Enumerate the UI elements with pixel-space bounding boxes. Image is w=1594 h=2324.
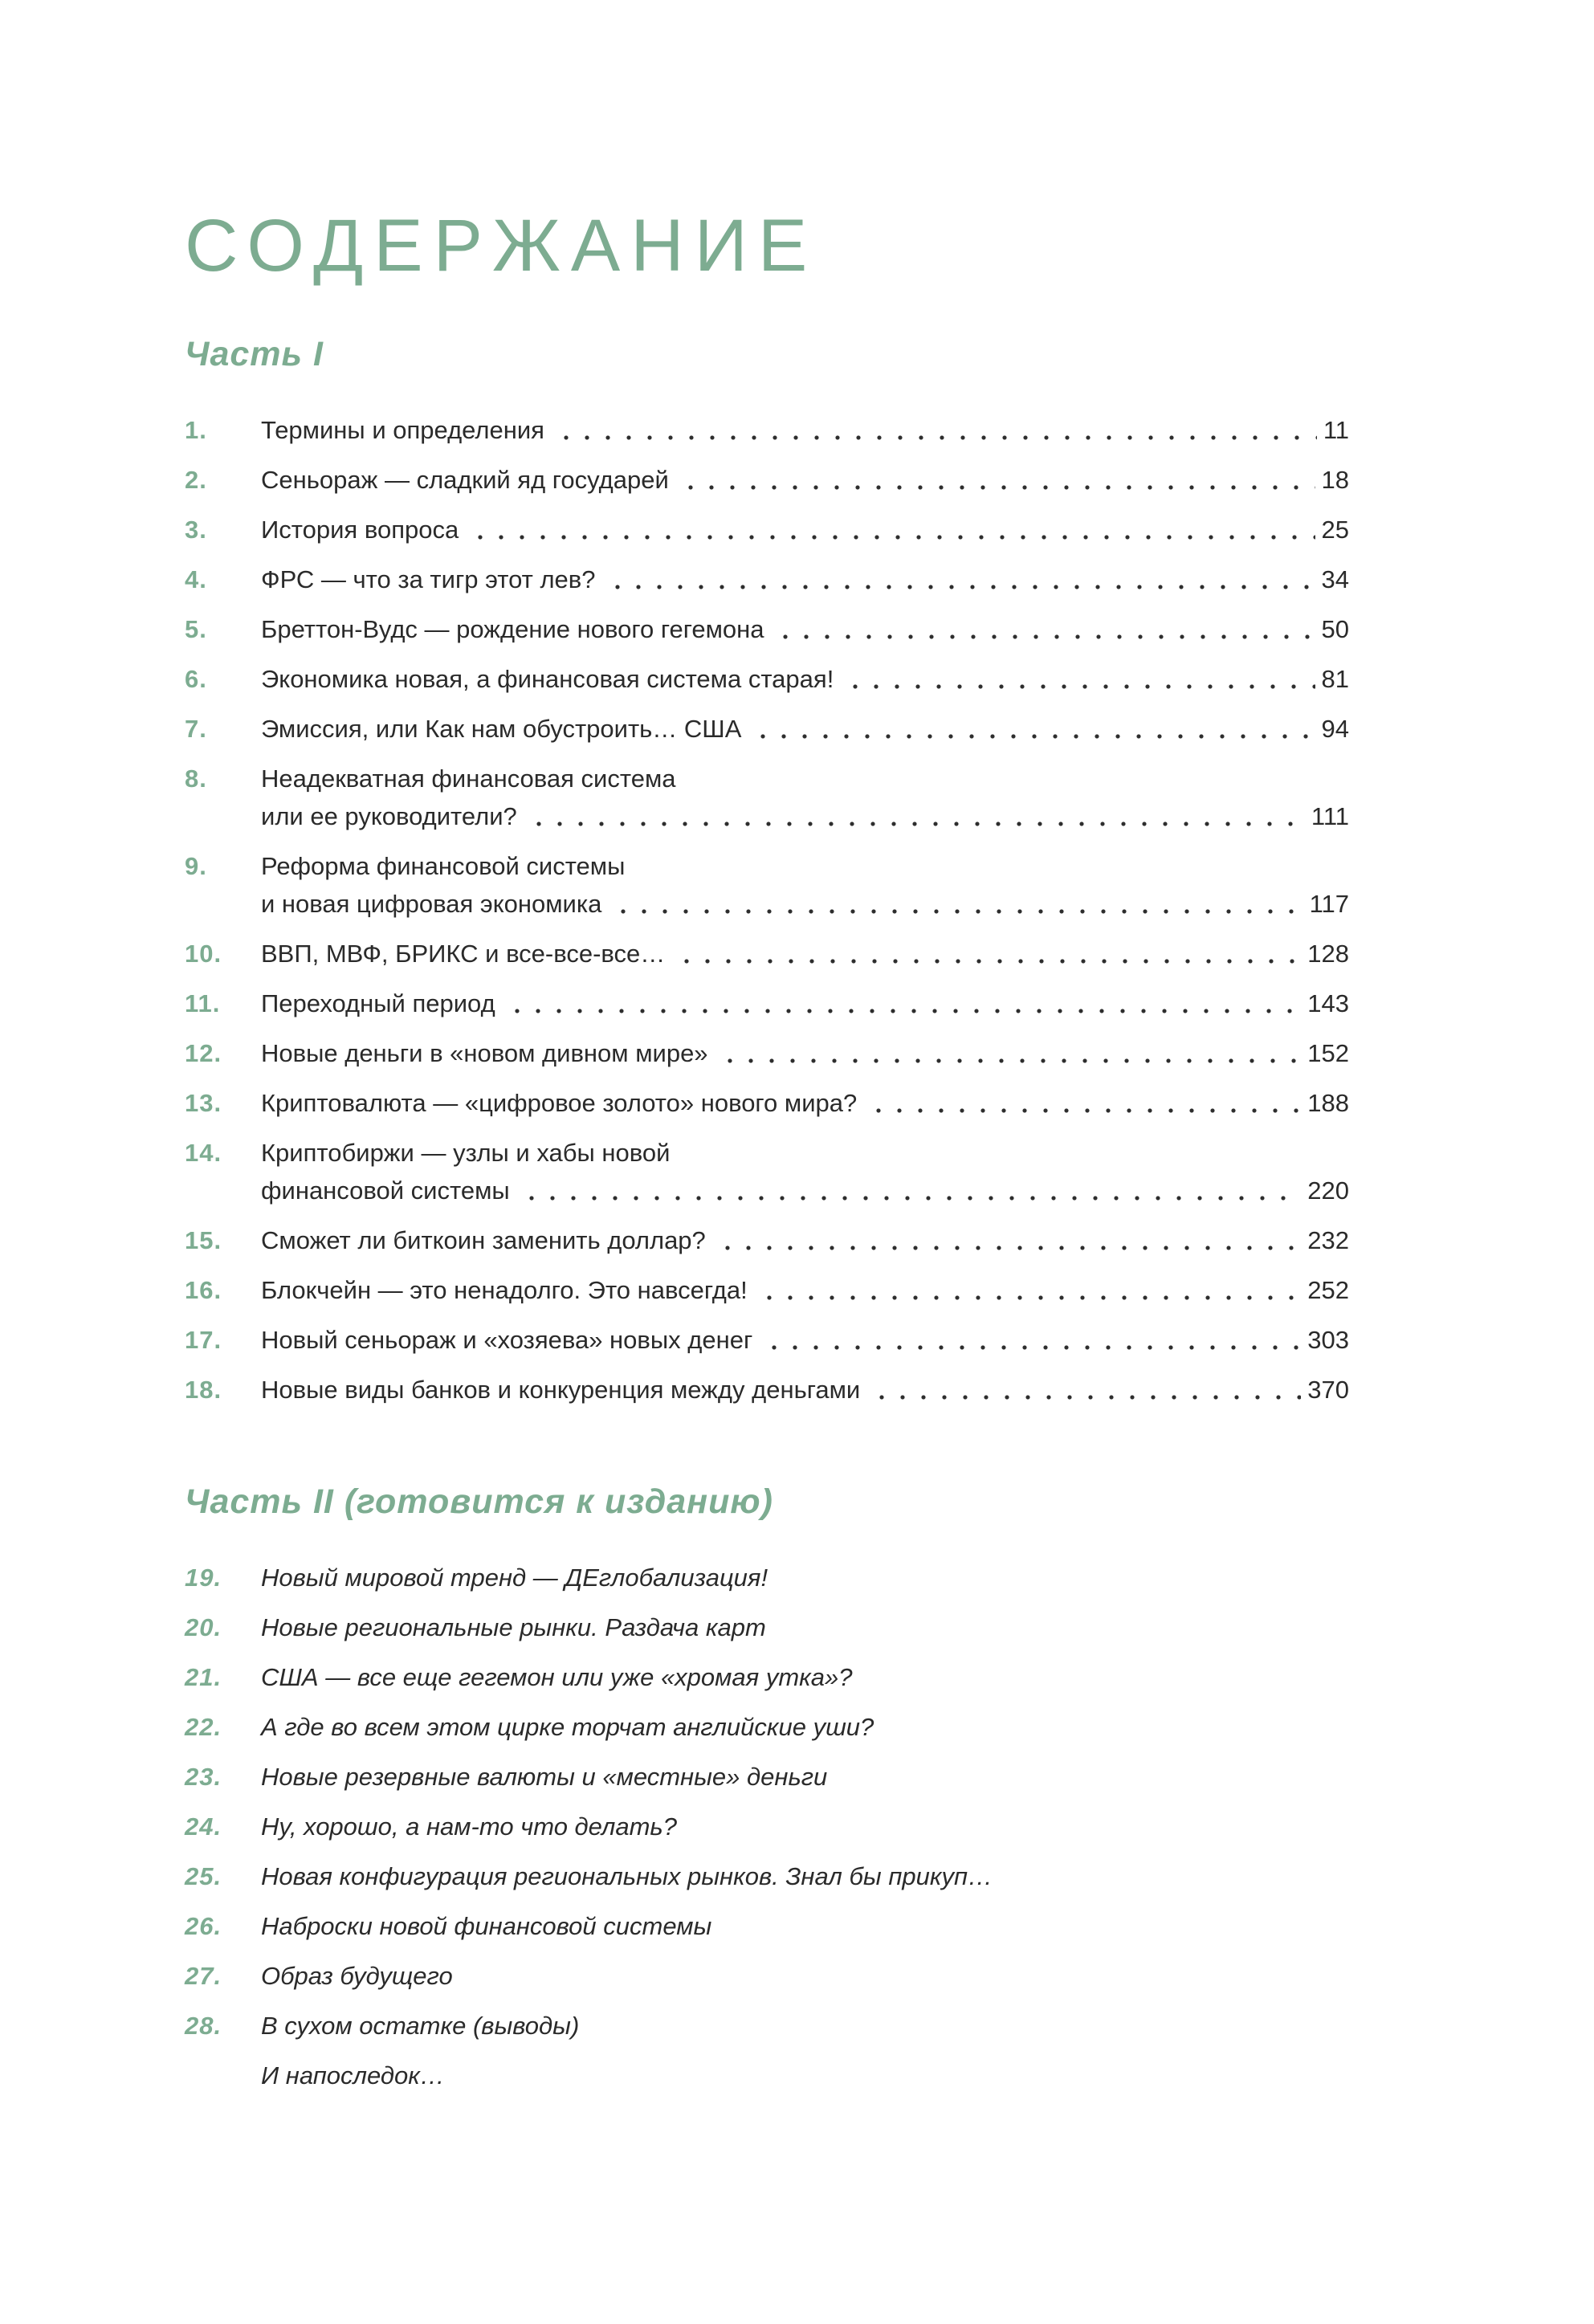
item-number: 4. (185, 565, 207, 594)
item-title: Ну, хорошо, а нам-то что делать? (261, 1812, 677, 1841)
dot-leader (845, 660, 1315, 698)
page-number: 25 (1321, 516, 1349, 544)
page-number: 232 (1307, 1226, 1349, 1255)
item-title: Новые резервные валюты и «местные» деньги (261, 1763, 828, 1792)
toc-item (185, 985, 1349, 1022)
item-content (261, 1808, 1349, 1845)
page-number: 128 (1307, 940, 1349, 968)
item-content (261, 1134, 1349, 1209)
item-content (261, 1271, 1349, 1309)
part1-list (185, 411, 1349, 1409)
item-content (261, 1221, 1349, 1259)
item-title: Термины и определения (261, 416, 544, 445)
page-number: 34 (1321, 565, 1349, 594)
item-number: 2. (185, 466, 207, 495)
item-content (261, 1857, 1349, 1895)
toc-item (185, 710, 1349, 748)
item-number: 12. (185, 1039, 222, 1068)
item-title: Новый сеньораж и «хозяева» новых денег (261, 1326, 753, 1355)
dot-leader (752, 710, 1315, 748)
item-content (261, 985, 1349, 1022)
toc-item (185, 660, 1349, 698)
item-title: Сможет ли биткоин заменить доллар? (261, 1226, 706, 1255)
dot-leader (521, 1172, 1302, 1209)
page-number: 188 (1307, 1089, 1349, 1118)
toc-item (185, 935, 1349, 972)
toc-item (185, 1808, 1349, 1845)
page-number: 94 (1321, 715, 1349, 744)
toc-item (185, 1857, 1349, 1895)
toc-item (185, 1321, 1349, 1359)
item-number: 10. (185, 940, 222, 968)
page-number: 50 (1321, 615, 1349, 644)
item-title: и новая цифровая экономика (261, 890, 602, 919)
item-number: 11. (185, 989, 221, 1018)
item-title: ФРС — что за тигр этот лев? (261, 565, 596, 594)
page-number: 370 (1307, 1376, 1349, 1405)
dot-leader (764, 1321, 1301, 1359)
item-content (261, 1758, 1349, 1796)
toc-item (185, 1758, 1349, 1796)
dot-leader (759, 1271, 1302, 1309)
item-content (261, 1957, 1349, 1995)
page-number: 11 (1323, 416, 1349, 445)
item-number: 13. (185, 1089, 222, 1118)
item-title: Реформа финансовой системы (261, 852, 626, 881)
dot-leader (717, 1221, 1301, 1259)
toc-item (185, 411, 1349, 449)
item-content (261, 1608, 1349, 1646)
item-content (261, 935, 1349, 972)
item-number: 24. (185, 1812, 222, 1841)
toc-item (185, 1957, 1349, 1995)
item-content (261, 2057, 1349, 2094)
dot-leader (507, 985, 1302, 1022)
item-content (261, 511, 1349, 548)
dot-leader (775, 610, 1315, 648)
item-title: И напоследок… (261, 2061, 445, 2090)
item-title: Новые региональные рынки. Раздача карт (261, 1613, 766, 1642)
page-title: СОДЕРЖАНИЕ (185, 205, 818, 287)
item-title: Новые виды банков и конкуренция между деньгами (261, 1376, 861, 1405)
item-number: 7. (185, 715, 207, 744)
item-title: Криптовалюта — «цифровое золото» нового мира? (261, 1089, 858, 1118)
dot-leader (720, 1034, 1302, 1072)
item-number: 26. (185, 1912, 222, 1941)
item-content (261, 2007, 1349, 2045)
toc-item (185, 1084, 1349, 1122)
dot-leader (868, 1084, 1301, 1122)
item-number: 8. (185, 764, 207, 793)
toc-item (185, 1708, 1349, 1746)
toc-item (185, 760, 1349, 835)
item-title: Криптобиржи — узлы и хабы новой (261, 1139, 671, 1168)
item-content (261, 1371, 1349, 1409)
dot-leader (613, 885, 1303, 923)
item-title: финансовой системы (261, 1176, 510, 1205)
item-content (261, 1907, 1349, 1945)
item-number: 15. (185, 1226, 222, 1255)
item-number: 5. (185, 615, 207, 644)
toc-item (185, 1608, 1349, 1646)
toc-item (185, 610, 1349, 648)
dot-leader (556, 411, 1317, 449)
item-number: 14. (185, 1139, 222, 1168)
item-number: 16. (185, 1276, 222, 1305)
toc-item (185, 1658, 1349, 1696)
page-number: 81 (1321, 665, 1349, 694)
toc-item (185, 2007, 1349, 2045)
item-title: Экономика новая, а финансовая система старая! (261, 665, 834, 694)
toc-item (185, 1371, 1349, 1409)
item-content (261, 1321, 1349, 1359)
item-title: Неадекватная финансовая система (261, 764, 676, 793)
item-title: Новый мировой тренд — ДЕглобализация! (261, 1564, 768, 1592)
dot-leader (680, 461, 1315, 499)
item-title: Бреттон-Вудс — рождение нового гегемона (261, 615, 764, 644)
toc-item (185, 1907, 1349, 1945)
item-number: 19. (185, 1564, 222, 1592)
item-title: Новая конфигурация региональных рынков. Знал бы прикуп… (261, 1862, 993, 1891)
item-number: 28. (185, 2012, 222, 2041)
item-title: Блокчейн — это ненадолго. Это навсегда! (261, 1276, 748, 1305)
toc-item (185, 2057, 1349, 2094)
item-number: 18. (185, 1376, 222, 1405)
page-number: 252 (1307, 1276, 1349, 1305)
page-number: 303 (1307, 1326, 1349, 1355)
item-content (261, 411, 1349, 449)
part2-heading: Часть II (готовится к изданию) (185, 1482, 773, 1522)
page-number: 117 (1309, 890, 1349, 919)
item-number: 17. (185, 1326, 222, 1355)
item-number: 23. (185, 1763, 222, 1792)
item-content (261, 760, 1349, 835)
dot-leader (676, 935, 1301, 972)
item-title: или ее руководители? (261, 802, 517, 831)
page-number: 143 (1307, 989, 1349, 1018)
item-number: 1. (185, 416, 207, 445)
item-number: 3. (185, 516, 207, 544)
page-number: 111 (1311, 802, 1349, 831)
item-content (261, 1658, 1349, 1696)
item-title: В сухом остатке (выводы) (261, 2012, 580, 2041)
toc-item (185, 1559, 1349, 1596)
item-title: ВВП, МВФ, БРИКС и все-все-все… (261, 940, 666, 968)
item-title: США — все еще гегемон или уже «хромая утка»? (261, 1663, 853, 1692)
part1-heading: Часть I (185, 334, 324, 373)
item-title: Образ будущего (261, 1962, 453, 1991)
toc-item (185, 561, 1349, 598)
toc-item (185, 461, 1349, 499)
item-title: История вопроса (261, 516, 459, 544)
item-number: 27. (185, 1962, 222, 1991)
item-number: 9. (185, 852, 207, 881)
item-content (261, 461, 1349, 499)
dot-leader (470, 511, 1315, 548)
toc-item (185, 1271, 1349, 1309)
item-number: 20. (185, 1613, 222, 1642)
item-title: Новые деньги в «новом дивном мире» (261, 1039, 708, 1068)
item-number: 22. (185, 1713, 222, 1742)
page-number: 152 (1307, 1039, 1349, 1068)
page-number: 18 (1321, 466, 1349, 495)
item-title: Наброски новой финансовой системы (261, 1912, 712, 1941)
item-number: 21. (185, 1663, 222, 1692)
toc-item (185, 1221, 1349, 1259)
item-title: Эмиссия, или Как нам обустроить… США (261, 715, 742, 744)
toc-item (185, 847, 1349, 923)
toc-item (185, 1034, 1349, 1072)
item-title: Переходный период (261, 989, 495, 1018)
item-title: Сеньораж — сладкий яд государей (261, 466, 669, 495)
item-content (261, 1084, 1349, 1122)
item-content (261, 561, 1349, 598)
item-number: 25. (185, 1862, 222, 1891)
toc-item (185, 1134, 1349, 1209)
item-content (261, 1559, 1349, 1596)
item-content (261, 1708, 1349, 1746)
item-content (261, 1034, 1349, 1072)
item-content (261, 847, 1349, 923)
page-number: 220 (1307, 1176, 1349, 1205)
item-title: А где во всем этом цирке торчат английские уши? (261, 1713, 874, 1742)
item-content (261, 660, 1349, 698)
part2-list (185, 1559, 1349, 2094)
item-number: 6. (185, 665, 207, 694)
toc-item (185, 511, 1349, 548)
dot-leader (607, 561, 1315, 598)
dot-leader (871, 1371, 1301, 1409)
dot-leader (528, 797, 1305, 835)
item-content (261, 610, 1349, 648)
item-content (261, 710, 1349, 748)
